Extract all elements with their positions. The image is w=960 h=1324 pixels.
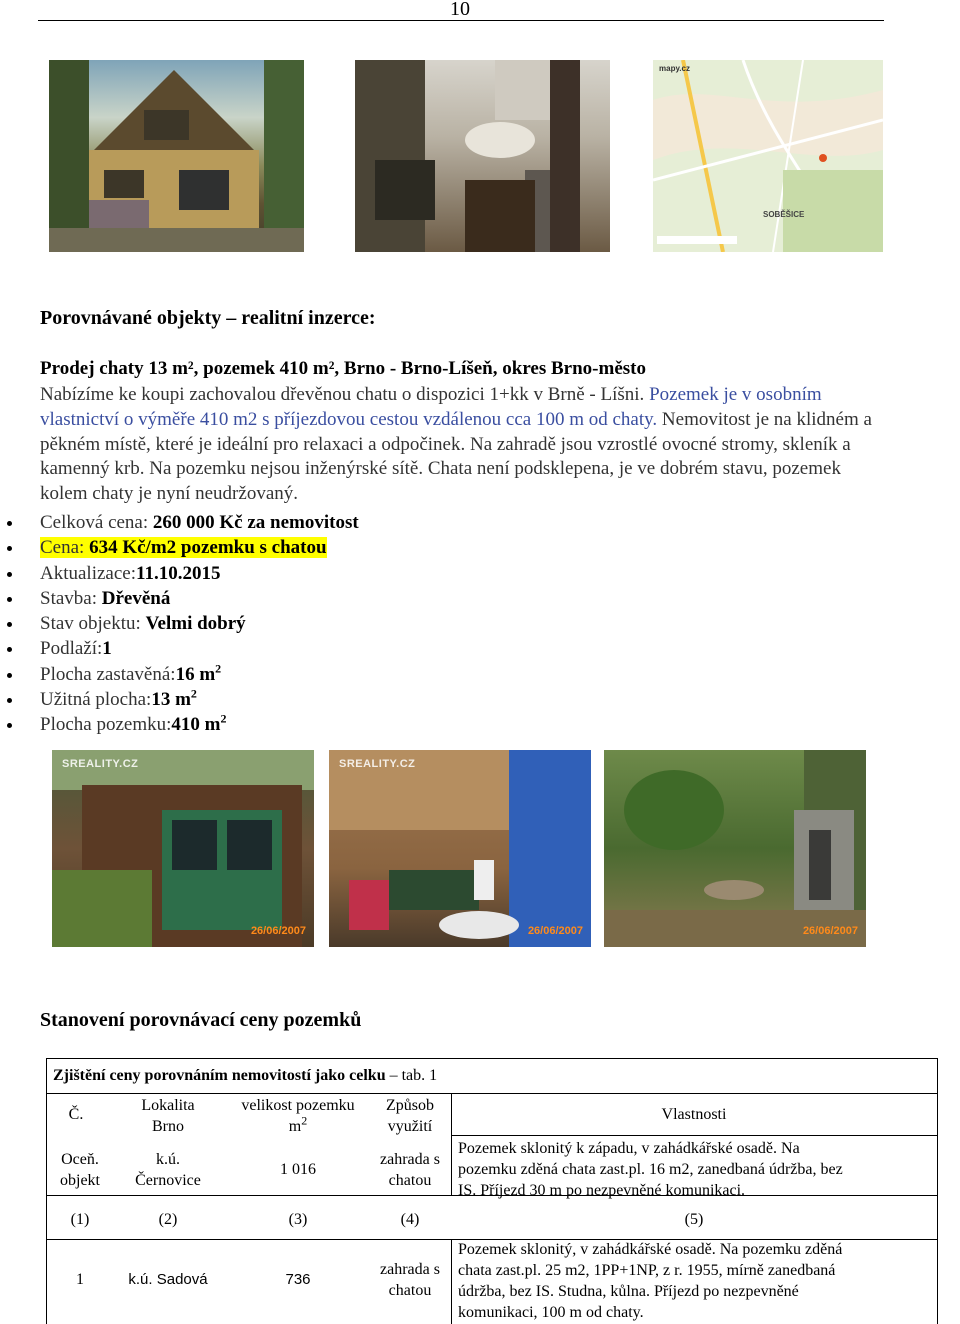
comparison-table <box>46 1058 938 1324</box>
col-number-2: (2) <box>158 1211 178 1228</box>
header-number: Č. <box>68 1106 84 1123</box>
subject-plot-size: 1 016 <box>280 1161 316 1178</box>
row-1-usage: zahrada s chatou <box>380 1261 440 1299</box>
header-usage: Způsob využití <box>386 1097 434 1135</box>
fact-total-price: Celková cena: 260 000 Kč za nemovitost <box>0 510 359 535</box>
description-sentence: Chata není podsklepena, je ve dobrém stavu, pozemek kolem chaty je nyní neudržovaný. <box>40 458 841 505</box>
col-number-4: (4) <box>400 1211 420 1228</box>
map-label: SOBĚŠICE <box>763 210 805 219</box>
section-heading: Porovnávané objekty – realitní inzerce: <box>40 307 376 329</box>
fact-floors: Podlaží:1 <box>0 636 359 661</box>
listing-description <box>40 383 885 507</box>
row-1-number: 1 <box>76 1271 84 1288</box>
photo-date: 26/06/2007 <box>250 925 306 937</box>
header-properties: Vlastnosti <box>661 1106 727 1123</box>
fact-updated: Aktualizace:11.10.2015 <box>0 561 359 586</box>
fact-usable-area: Užitná plocha:13 $m^2$ <box>0 687 359 712</box>
col-number-5: (5) <box>684 1211 704 1228</box>
photo-watermark: SREALITY.CZ <box>62 758 139 770</box>
photo-watermark: SREALITY.CZ <box>339 758 416 770</box>
subject-label: Oceň. objekt <box>60 1151 100 1189</box>
fact-condition: Stav objektu: Velmi dobrý <box>0 611 359 636</box>
listing-photo-garden <box>604 750 866 947</box>
fact-price-per-m2: Cena: 634 Kč/m2 pozemku s chatou <box>0 535 359 560</box>
page-number: 10 <box>450 0 470 20</box>
listing-photo-interior <box>329 750 591 947</box>
description-sentence: Na zahradě jsou vzrostlé ovocné stromy, skleník a kamenný krb. <box>40 433 851 480</box>
cottage-interior-photo <box>355 60 610 252</box>
fact-plot-area: Plocha pozemku:410 $m^2$ <box>0 712 359 737</box>
cottage-exterior-photo <box>49 60 304 252</box>
section2-heading: Stanovení porovnávací ceny pozemků <box>40 1009 362 1031</box>
row-1-locality: k.ú. Sadová <box>128 1271 208 1288</box>
subject-properties: Pozemek sklonitý k západu, v zahádkářské osadě. Na pozemku zděná chata zast.pl. 16 m2, zanedbaná údržba, bez IS. Příjezd 30 m po nezpevněné komunikaci. <box>458 1140 843 1199</box>
photo-date: 26/06/2007 <box>527 925 583 937</box>
map-brand: mapy.cz <box>659 64 690 73</box>
description-sentence: Na pozemku nejsou inženýrské sítě. <box>149 458 424 480</box>
header-rule <box>38 20 884 21</box>
subject-locality: k.ú. Černovice <box>135 1151 201 1189</box>
col-number-3: (3) <box>288 1211 308 1228</box>
listing-facts <box>0 510 359 738</box>
subject-usage: zahrada s chatou <box>380 1151 440 1189</box>
listing-title: Prodej chaty 13 m², pozemek 410 m², Brno - Brno-Líšeň, okres Brno-město <box>40 358 646 379</box>
description-sentence: Pozemek je v osobním vlastnictví o výměře 410 m2 s příjezdovou cestou vzdálenou cca 100 m od chaty. <box>40 384 822 430</box>
header-locality: Lokalita Brno <box>141 1097 195 1135</box>
description-sentence: Nabízíme ke koupi zachovalou dřevěnou chatu o dispozici 1+kk v Brně - Líšni. <box>40 384 645 405</box>
photo-date: 26/06/2007 <box>802 925 858 937</box>
listing-photo-cottage <box>52 750 314 947</box>
row-1-plot-size: 736 <box>285 1271 311 1288</box>
description-sentence: Nemovitost je na klidném a pěkném místě, které je ideální pro relaxaci a odpočinek. <box>40 408 872 455</box>
table-title: Zjištění ceny porovnáním nemovitostí jako celku – tab. 1 <box>53 1067 438 1084</box>
col-number-1: (1) <box>70 1211 90 1228</box>
fact-built-area: Plocha zastavěná:16 $m^2$ <box>0 662 359 687</box>
header-plot-size: velikost pozemku $m^2$ <box>241 1097 355 1135</box>
fact-construction: Stavba: Dřevěná <box>0 586 359 611</box>
row-1-properties: Pozemek sklonitý, v zahádkářské osadě. Na pozemku zděná chata zast.pl. 25 m2, 1PP+1NP, z r. 1955, mírně zanedbaná údržba, bez IS. Studna, kůlna. Příjezd po nezpevněné komunikaci, 100 m od chaty. <box>458 1241 843 1321</box>
location-map-image <box>653 60 883 252</box>
